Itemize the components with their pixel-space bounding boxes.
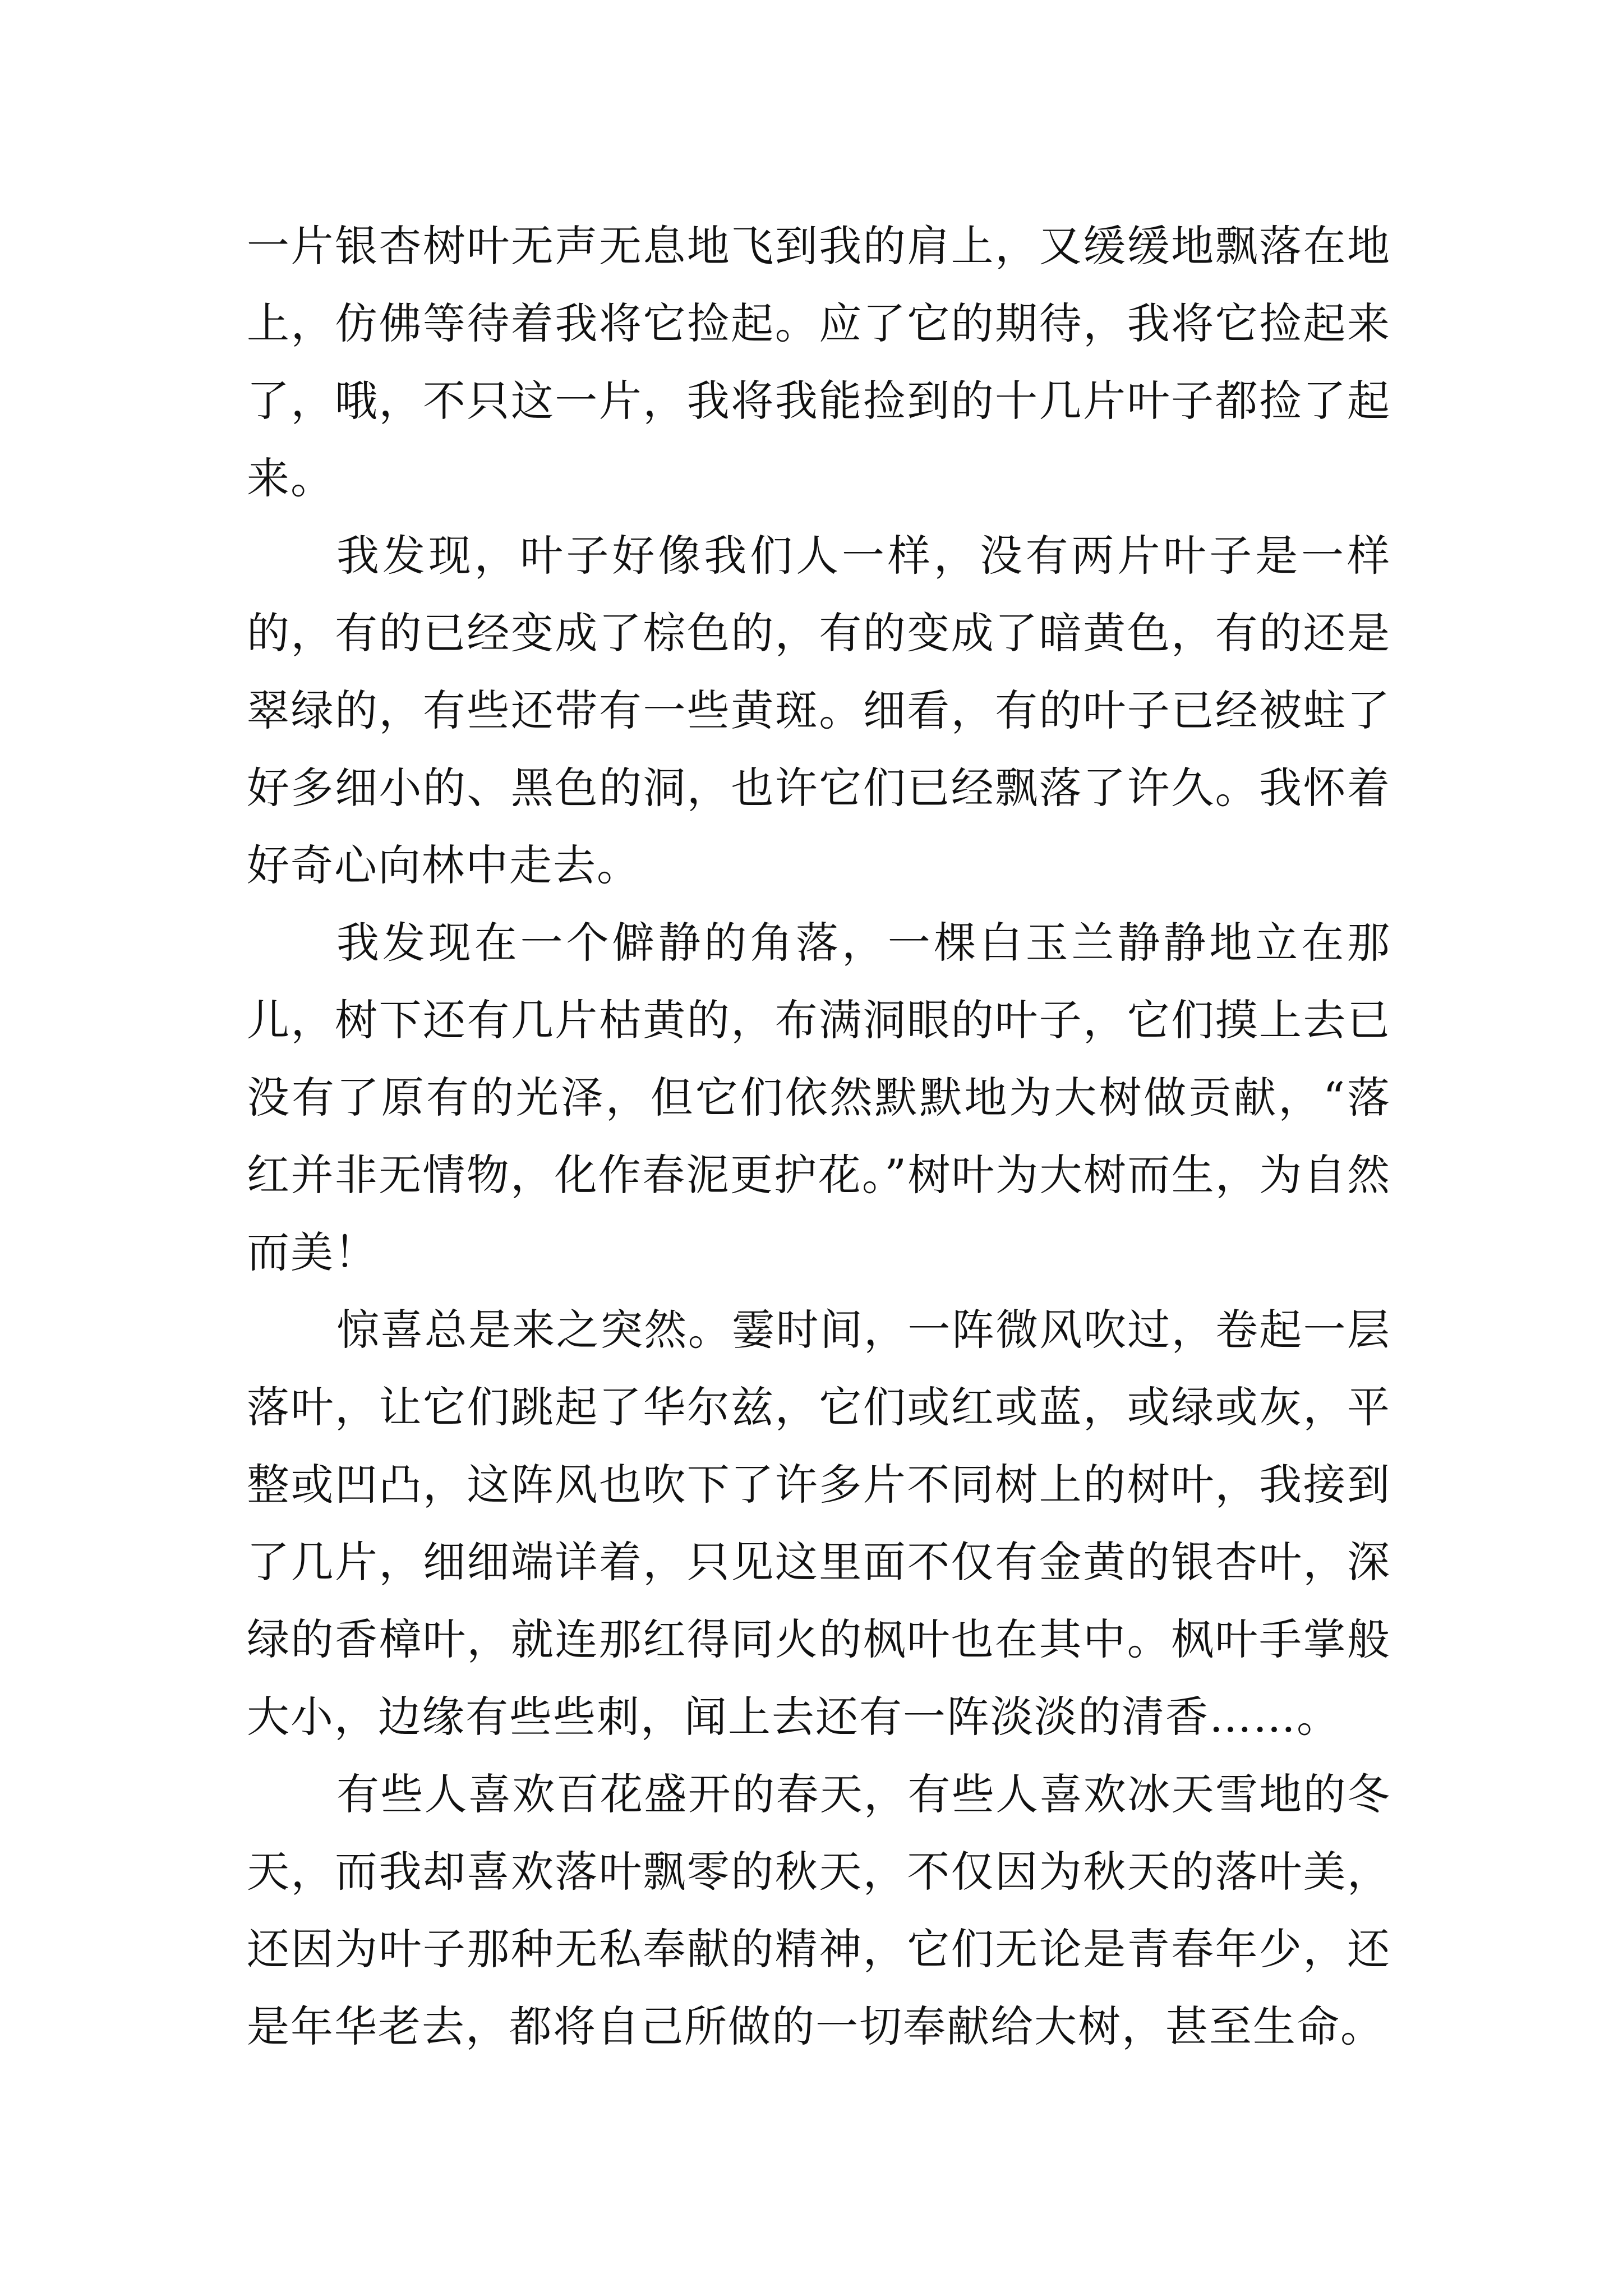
paragraph-5: 有些人喜欢百花盛开的春天，有些人喜欢冰天雪地的冬天，而我却喜欢落叶飘零的秋天，不仅因为秋天的落叶美，还因为叶子那种无私奉献的精神，它们无论是青春年少，还是年华老去，都将自己所做的一切奉献给大树，甚至生命。 bbox=[247, 1769, 1391, 2051]
paragraph-4: 惊喜总是来之突然。霎时间，一阵微风吹过，卷起一层落叶，让它们跳起了华尔兹，它们或红或蓝，或绿或灰，平整或凹凸，这阵风也吹下了许多片不同树上的树叶，我接到了几片，细细端详着，只见这里面不仅有金黄的银杏叶，深绿的香樟叶，就连那红得同火的枫叶也在其中。枫叶手掌般大小，边缘有些些刺，闻上去还有一阵淡淡的清香……。 bbox=[247, 1305, 1391, 1742]
paragraph-2: 我发现，叶子好像我们人一样，没有两片叶子是一样的，有的已经变成了棕色的，有的变成了暗黄色，有的还是翠绿的，有些还带有一些黄斑。细看，有的叶子已经被蛀了好多细小的、黑色的洞，也许它们已经飘落了许久。我怀着好奇心向林中走去。 bbox=[247, 531, 1391, 890]
paragraph-3: 我发现在一个僻静的角落，一棵白玉兰静静地立在那儿，树下还有几片枯黄的，布满洞眼的叶子，它们摸上去已没有了原有的光泽，但它们依然默默地为大树做贡献，“落红并非无情物，化作春泥更护花。”树叶为大树而生，为自然而美！ bbox=[247, 918, 1391, 1277]
paragraph-1: 一片银杏树叶无声无息地飞到我的肩上，又缓缓地飘落在地上，仿佛等待着我将它捡起。应了它的期待，我将它捡起来了，哦，不只这一片，我将我能捡到的十几片叶子都捡了起来。 bbox=[247, 221, 1391, 503]
document-body bbox=[247, 208, 1391, 2065]
